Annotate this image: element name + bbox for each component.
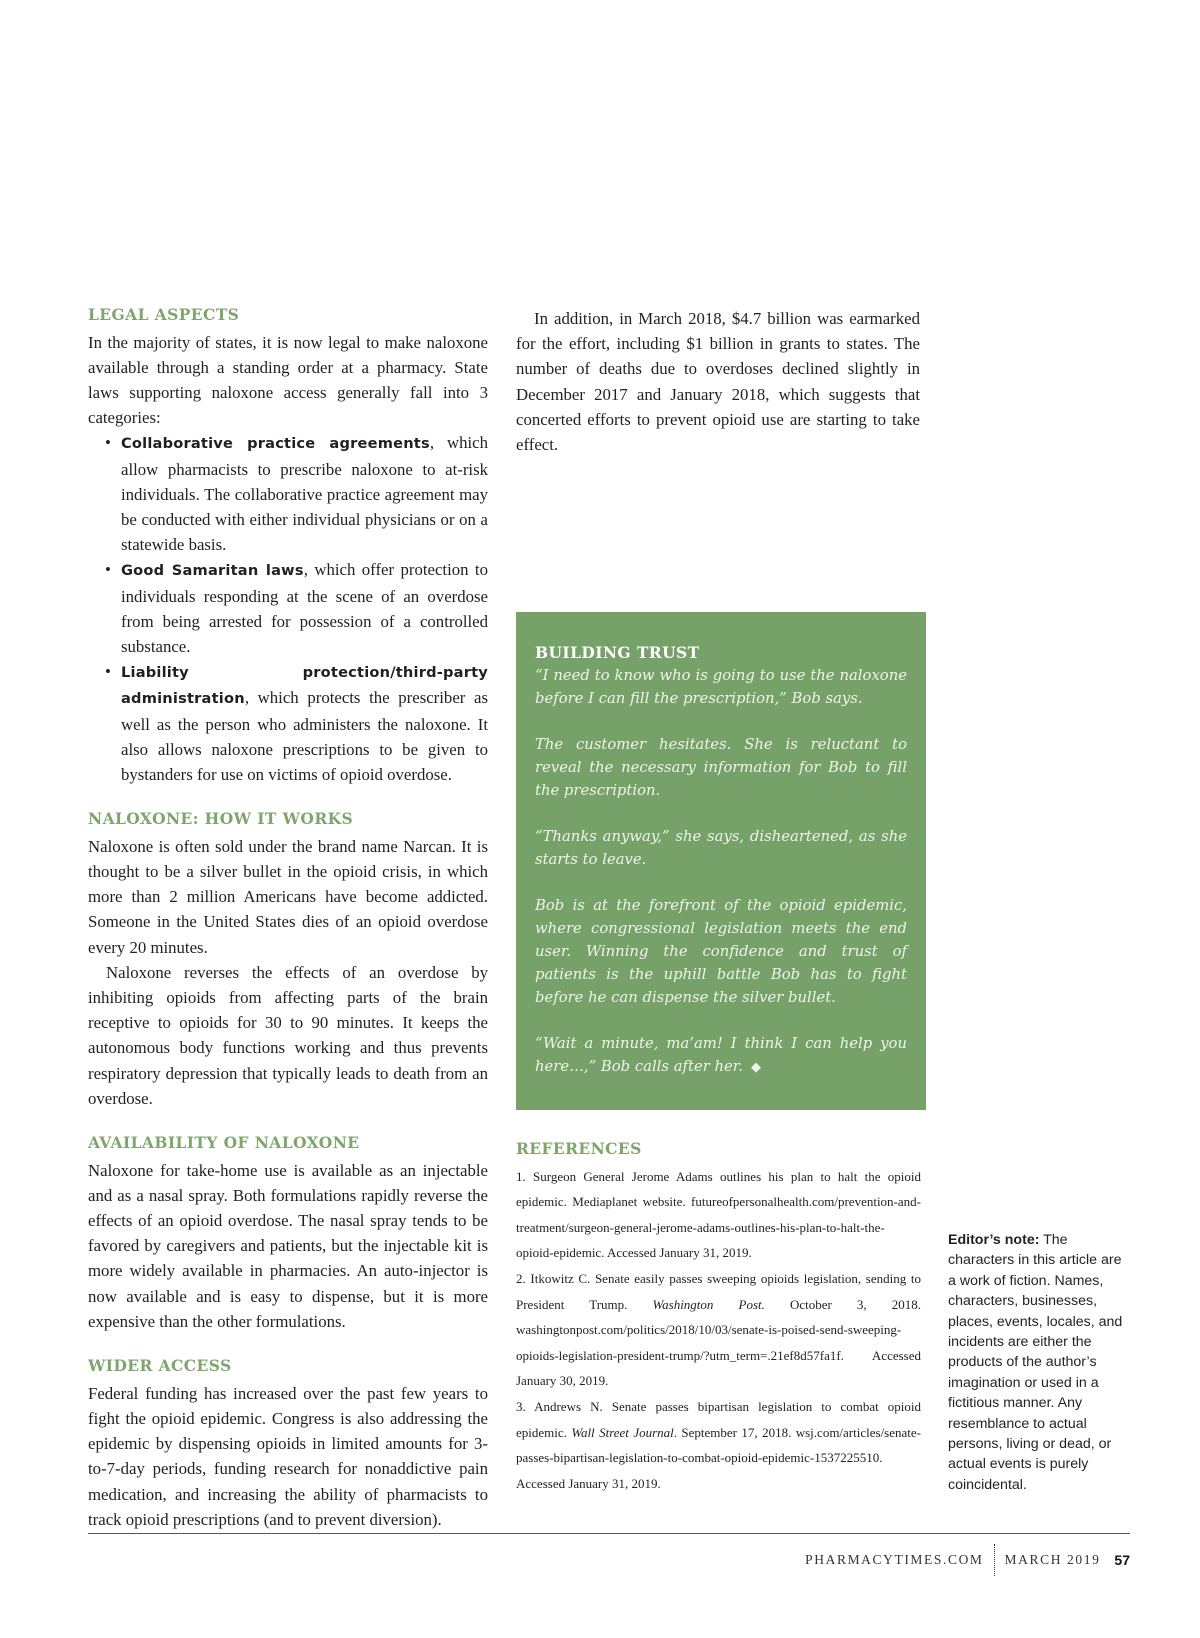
- diamond-end-icon: ◆: [750, 1060, 761, 1075]
- sidebar-heading: BUILDING TRUST: [535, 643, 700, 662]
- editor-note: [948, 1230, 1133, 1495]
- footer-divider: [88, 1533, 1130, 1534]
- bullet-term: Good Samaritan laws: [121, 562, 304, 580]
- list-item: [105, 557, 488, 659]
- availability-heading: AVAILABILITY OF NALOXONE: [88, 1133, 360, 1153]
- reference-item: [516, 1164, 921, 1266]
- sidebar-paragraph: “I need to know who is going to use the naloxone before I can fill the prescription,” Bob says.: [535, 667, 907, 707]
- legal-intro: In the majority of states, it is now legal to make naloxone available through a standing order at a pharmacy. State laws supporting naloxone access generally fall into 3 categories:: [88, 332, 488, 428]
- reference-item: [516, 1394, 921, 1496]
- sidebar-closing-text: “Wait a minute, ma’am! I think I can help you here…,” Bob calls after her.: [535, 1035, 907, 1075]
- sidebar-paragraph-last: [535, 1032, 907, 1079]
- middle-column: [516, 306, 920, 457]
- bullet-icon: •: [105, 433, 111, 453]
- bullet-term: Liability protection/third-party administration: [121, 664, 488, 708]
- availability-paragraph: Naloxone for take-home use is available as an injectable and as a nasal spray. Both formulations rapidly reverse the effects of an opioid overdose. The nasal spray tends to be favored by caregivers and patients, but the injectable kit is more widely available in pharmacies. An auto-injector is now available and is easy to dispense, but it is more expensive than the other formulations.: [88, 1160, 488, 1331]
- reference-text: Andrews N. Senate passes bipartisan legislation to combat opioid epidemic.: [516, 1398, 921, 1440]
- reference-number: 1.: [516, 1168, 526, 1184]
- editor-note-text: The characters in this article are a work of fiction. Names, characters, businesses, places, events, locales, and incidents are either the products of the author’s imagination or used in a fictitious manner. Any resemblance to actual persons, living or dead, or actual events is purely coincidental.: [948, 1232, 1123, 1493]
- page-footer: [805, 1549, 1130, 1571]
- reference-text: Itkowitz C. Senate easily passes sweeping opioids legislation, sending to President Trump.: [516, 1270, 922, 1312]
- editor-note-label: Editor’s note:: [948, 1232, 1040, 1248]
- wider-access-paragraph-2: In addition, in March 2018, $4.7 billion was earmarked for the effort, including $1 billion in grants to states. The number of deaths due to overdoses declined slightly in December 2017 and January 2018, which suggests that concerted efforts to prevent opioid use are starting to take effect.: [516, 309, 920, 455]
- list-item: [105, 430, 489, 557]
- reference-number: 3.: [516, 1398, 526, 1414]
- legal-aspects-heading: LEGAL ASPECTS: [88, 305, 240, 324]
- reference-text-end: October 3, 2018. washingtonpost.com/politics/2018/10/03/senate-is-poised-send-sweeping-opioids-legislation-president-trump/?utm_term=.21ef8d57fa1f. Accessed January 30, 2019.: [516, 1296, 922, 1389]
- references-heading: REFERENCES: [516, 1139, 642, 1158]
- how-paragraph-1: Naloxone is often sold under the brand name Narcan. It is thought to be a silver bullet in the opioid crisis, in which more than 2 million Americans have become addicted. Someone in the United States dies of an opioid overdose every 20 minutes.: [88, 836, 488, 957]
- footer-separator: [994, 1544, 995, 1576]
- reference-journal: Wall Street Journal: [571, 1424, 674, 1440]
- building-trust-sidebar: [516, 612, 926, 1110]
- list-item: [105, 659, 488, 787]
- references-section: [516, 1140, 921, 1496]
- sidebar-paragraph: “Thanks anyway,” she says, disheartened, as she starts to leave.: [535, 828, 907, 868]
- page-number: 57: [1114, 1552, 1130, 1568]
- reference-text-end: . September 17, 2018. wsj.com/articles/senate-passes-bipartisan-legislation-to-combat-opioid-epidemic-1537225510. Accessed January 31, 2019.: [516, 1424, 921, 1491]
- footer-website: PHARMACYTIMES.COM: [805, 1552, 984, 1567]
- footer-issue-date: MARCH 2019: [1004, 1552, 1101, 1567]
- wider-access-paragraph-1: Federal funding has increased over the past few years to fight the opioid epidemic. Congress is also addressing the epidemic by dispensing opioids in limited amounts for 3- to-7-day periods, funding research for nonaddictive pain medication, and increasing the ability of pharmacists to track opioid prescriptions (and to prevent diversion).: [88, 1383, 488, 1529]
- bullet-term: Collaborative practice agreements: [121, 435, 430, 453]
- legal-categories-list: [88, 430, 488, 787]
- sidebar-paragraph: Bob is at the forefront of the opioid epidemic, where congressional legislation meets the end user. Winning the confidence and trust of patients is the uphill battle Bob has to fight before he can dispense the silver bullet.: [535, 897, 907, 1006]
- bullet-icon: •: [105, 560, 111, 580]
- bullet-text: , which protects the prescriber as well as the person who administers the naloxone. It also allows naloxone prescriptions to be given to bystanders for use on victims of opioid overdose.: [121, 688, 488, 785]
- reference-item: [516, 1266, 921, 1394]
- sidebar-paragraph: The customer hesitates. She is reluctant to reveal the necessary information for Bob to fill the prescription.: [535, 736, 907, 799]
- bullet-icon: •: [105, 662, 111, 682]
- references-list: [516, 1164, 921, 1497]
- bullet-text: , which allow pharmacists to prescribe naloxone to at-risk individuals. The collaborative practice agreement may be conducted with either individual physicians or on a statewide basis.: [121, 433, 489, 555]
- reference-text: Surgeon General Jerome Adams outlines his plan to halt the opioid epidemic. Mediaplanet website. futureofpersonalhealth.com/prevention-and-treatment/surgeon-general-jerome-adams-outlines-his-plan-to-halt-the-opioid-epidemic. Accessed January 31, 2019.: [516, 1168, 921, 1261]
- left-column: [88, 306, 488, 1532]
- how-paragraph-2: Naloxone reverses the effects of an overdose by inhibiting opioids from affecting parts of the brain receptive to opioids for 30 to 90 minutes. It keeps the autonomous body functions working and thus prevents respiratory depression that typically leads to death from an overdose.: [88, 962, 488, 1108]
- how-it-works-heading: NALOXONE: HOW IT WORKS: [88, 809, 354, 829]
- wider-access-heading: WIDER ACCESS: [88, 1356, 232, 1376]
- reference-number: 2.: [516, 1270, 526, 1286]
- bullet-text: , which offer protection to individuals responding at the scene of an overdose from being arrested for possession of a controlled substance.: [121, 560, 488, 657]
- reference-journal: Washington Post.: [652, 1296, 765, 1312]
